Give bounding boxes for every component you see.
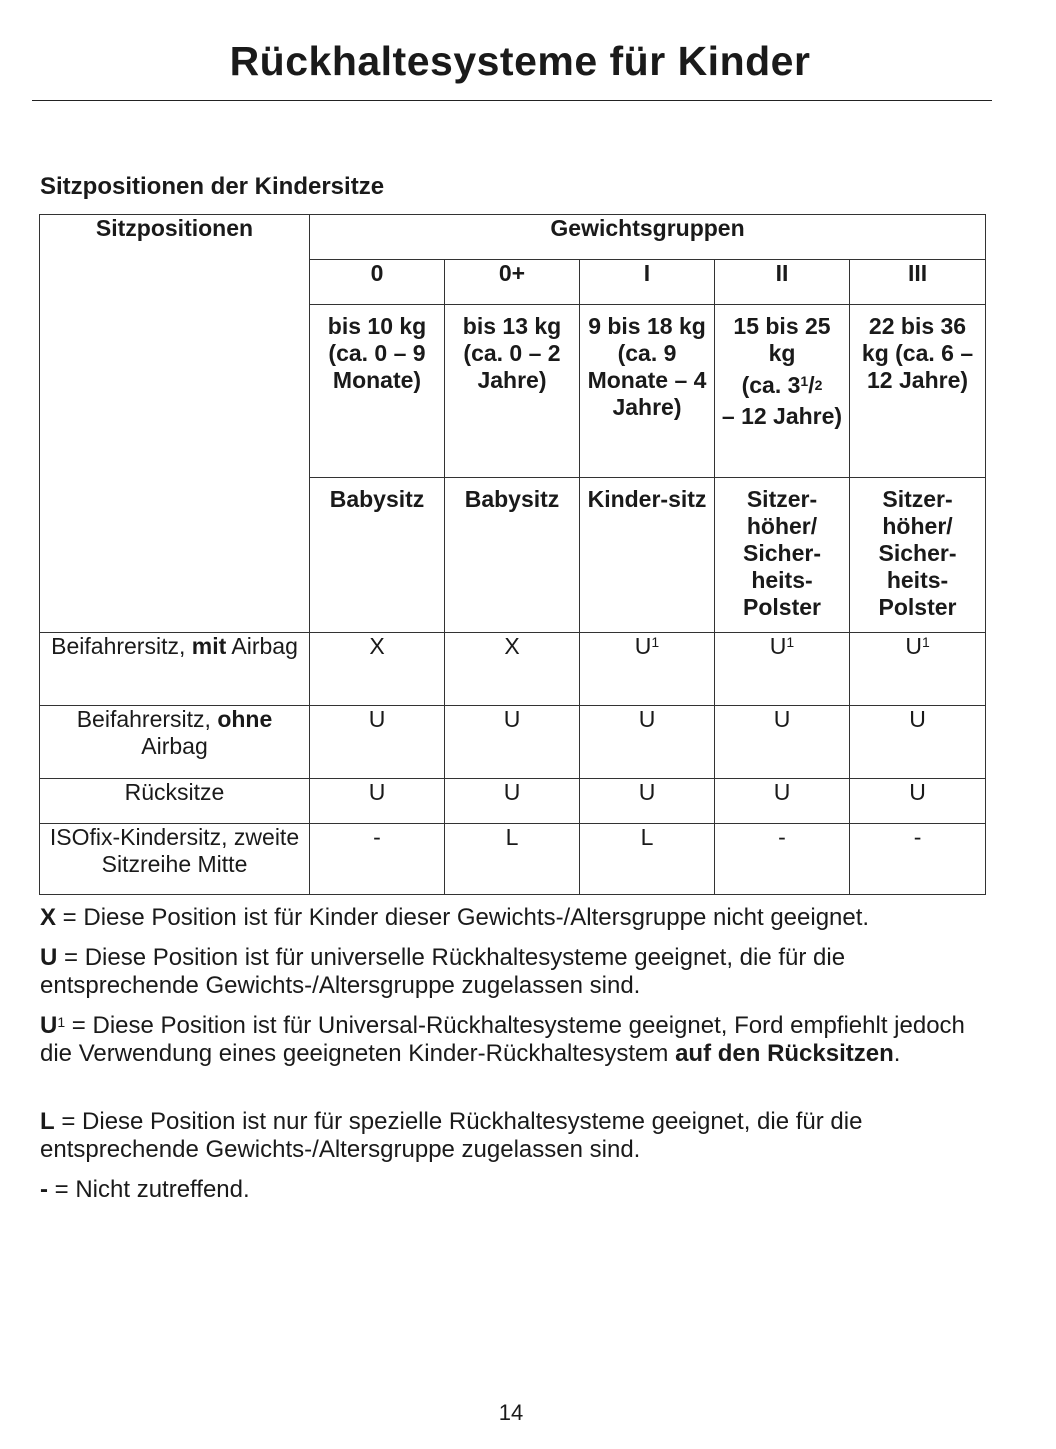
- table-cell: U: [580, 706, 715, 779]
- legend-u: U = Diese Position ist für universelle Rückhaltesysteme geeignet, die für die entsprechende Gewichts-/Altersgruppe zugelassen sind.: [40, 944, 846, 999]
- group-weight: 9 bis 18 kg (ca. 9 Monate – 4 Jahre): [580, 305, 715, 478]
- fraction-numerator: 1: [800, 373, 809, 389]
- table-cell: -: [715, 824, 850, 895]
- table-cell: U: [715, 779, 850, 824]
- group-code: 0+: [445, 260, 580, 305]
- title-divider: [32, 100, 992, 101]
- page-title: Rückhaltesysteme für Kinder: [229, 38, 811, 84]
- table-cell: U: [310, 706, 445, 779]
- table-cell: U: [310, 779, 445, 824]
- group-header: Gewichtsgruppen: [310, 215, 986, 260]
- row-label: Beifahrersitz, mit Airbag: [40, 633, 310, 706]
- fraction-slash: /: [808, 372, 815, 398]
- group-code: I: [580, 260, 715, 305]
- table-cell: U: [445, 706, 580, 779]
- table-cell: X: [445, 633, 580, 706]
- group-weight-line: (ca. 3: [741, 372, 801, 398]
- legend-dash: - = Nicht zutreffend.: [40, 1176, 250, 1203]
- section-heading: Sitzpositionen der Kindersitze: [40, 173, 385, 200]
- group-code: II: [715, 260, 850, 305]
- corner-label: Sitzpositionen: [40, 215, 310, 633]
- table-cell: $U^1$: [850, 633, 986, 706]
- group-weight: bis 13 kg (ca. 0 – 2 Jahre): [445, 305, 580, 478]
- table-cell: U: [715, 706, 850, 779]
- row-label: Rücksitze: [40, 779, 310, 824]
- table-cell: U: [580, 779, 715, 824]
- group-code: 0: [310, 260, 445, 305]
- page-number: 14: [498, 1400, 524, 1425]
- group-seat-type: Babysitz: [310, 478, 445, 633]
- table-cell: L: [445, 824, 580, 895]
- group-seat-type: Kinder-sitz: [580, 478, 715, 633]
- group-code: III: [850, 260, 986, 305]
- table-cell: $U^1$: [715, 633, 850, 706]
- table-row: [40, 706, 986, 779]
- row-label: ISOfix-Kindersitz, zweite Sitzreihe Mitte: [40, 824, 310, 895]
- table-cell: U: [445, 779, 580, 824]
- group-weight: [715, 305, 850, 478]
- group-seat-type: Sitzer-höher/ Sicher-heits-Polster: [850, 478, 986, 633]
- legend-l: L = Diese Position ist nur für spezielle Rückhaltesysteme geeignet, die für die entsprechende Gewichts-/Altersgruppe zugelassen sind.: [40, 1108, 863, 1163]
- group-seat-type: Sitzer-höher/ Sicher-heits-Polster: [715, 478, 850, 633]
- row-label: Beifahrersitz, ohne Airbag: [40, 706, 310, 779]
- table-row: [40, 633, 986, 706]
- table-cell: L: [580, 824, 715, 895]
- fraction-denominator: 2: [814, 377, 823, 393]
- seat-position-table: [39, 214, 986, 895]
- group-weight-line: – 12 Jahre): [721, 403, 843, 429]
- group-weight-line: 15 bis 25 kg: [733, 313, 831, 366]
- legend-u1: $U^1$ = Diese Position ist für Universal-Rückhaltesysteme geeignet, Ford empfiehlt jedoch die Verwendung eines geeigneten Kinder-Rückhaltesystem auf den Rücksitzen.: [40, 1012, 965, 1067]
- table-cell: X: [310, 633, 445, 706]
- table-cell: $U^1$: [580, 633, 715, 706]
- table-cell: -: [850, 824, 986, 895]
- group-weight: bis 10 kg (ca. 0 – 9 Monate): [310, 305, 445, 478]
- table-row: [40, 824, 986, 895]
- legend-x: X = Diese Position ist für Kinder dieser Gewichts-/Altersgruppe nicht geeignet.: [40, 904, 870, 931]
- table-cell: U: [850, 706, 986, 779]
- table-cell: -: [310, 824, 445, 895]
- table-cell: U: [850, 779, 986, 824]
- group-weight: 22 bis 36 kg (ca. 6 – 12 Jahre): [850, 305, 986, 478]
- table-row: [40, 779, 986, 824]
- group-seat-type: Babysitz: [445, 478, 580, 633]
